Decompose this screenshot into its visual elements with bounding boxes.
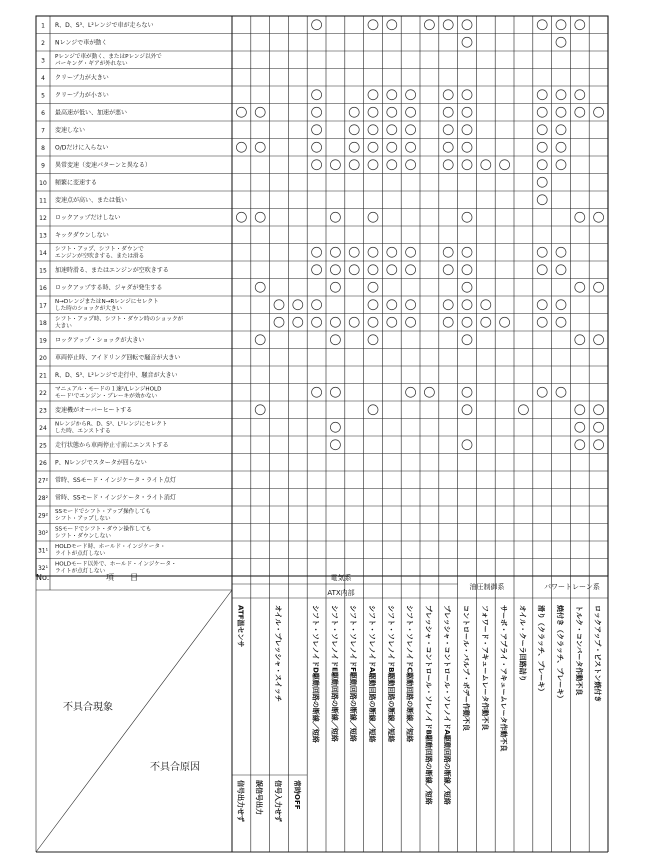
check-mark-circle (594, 440, 604, 450)
check-mark-circle (537, 177, 547, 187)
check-mark-circle (575, 107, 585, 117)
row-description: N→DレンジまたはN→Rレンジにセレクト (55, 299, 159, 305)
check-mark-circle (537, 247, 547, 257)
row-number: 6 (41, 109, 45, 117)
column-header: シフト・ソレノイドB駆動回路の断線／短絡 (386, 605, 395, 743)
check-mark-circle (575, 440, 585, 450)
check-mark-circle (556, 300, 566, 310)
check-mark-circle (594, 212, 604, 222)
check-mark-circle (500, 317, 510, 327)
check-mark-circle (443, 90, 453, 100)
row-number: 3 (41, 57, 45, 65)
column-header: ATF温センサ (236, 605, 245, 648)
check-mark-circle (368, 335, 378, 345)
check-mark-circle (387, 142, 397, 152)
row-description: 異常変速（変速パターンと異なる） (55, 161, 151, 169)
check-mark-circle (368, 107, 378, 117)
row-description: HOLDモード時、ホールド・インジケータ・ (55, 544, 166, 550)
check-mark-circle (556, 107, 566, 117)
row-description: NレンジからR、D、S³、L²レンジにセレクト (55, 421, 168, 428)
check-mark-circle (368, 300, 378, 310)
check-mark-circle (537, 195, 547, 205)
row-number: 1 (41, 22, 45, 30)
table-row (39, 212, 603, 222)
check-mark-circle (274, 317, 284, 327)
column-subheader: 信号出力せず (236, 780, 245, 822)
row-description: 頻繁に変速する (55, 179, 98, 187)
row-description: パーキング・ギアが外れない (55, 61, 128, 67)
check-mark-circle (443, 125, 453, 135)
group-electrical: 電気系 (330, 574, 352, 582)
check-mark-circle (330, 247, 340, 257)
row-description: シフト・ダウンしない (55, 533, 111, 540)
row-number: 23 (39, 407, 47, 415)
row-description: SSモードでシフト・ダウン操作しても (55, 526, 152, 533)
check-mark-circle (537, 300, 547, 310)
check-mark-circle (556, 160, 566, 170)
check-mark-circle (537, 90, 547, 100)
row-number: 20 (39, 354, 47, 362)
row-number: 22 (39, 389, 47, 397)
check-mark-circle (368, 265, 378, 275)
row-description: 変速しない (55, 126, 86, 134)
column-header: オイル・クーラ回路詰り (518, 605, 527, 682)
check-mark-circle (255, 282, 265, 292)
check-mark-circle (481, 300, 491, 310)
row-description: Nレンジで車が動く (55, 39, 108, 47)
row-description: P、Nレンジでスタータが回らない (55, 459, 147, 467)
table-row (41, 142, 566, 152)
table-row (39, 420, 603, 435)
check-mark-circle (312, 387, 322, 397)
row-description: ライトが点灯しない (55, 551, 106, 557)
item-label: 項 目 (106, 573, 138, 582)
check-mark-circle (312, 107, 322, 117)
check-mark-circle (368, 317, 378, 327)
row-number: 9 (41, 162, 45, 170)
check-mark-circle (481, 317, 491, 327)
row-number: 15 (39, 267, 47, 275)
row-description: 変速機がオーバーヒートする (55, 406, 133, 414)
row-number: 24 (39, 424, 47, 432)
row-description: エンジンが空吹きする、または滑る (55, 253, 145, 260)
check-mark-circle (462, 20, 472, 30)
check-mark-circle (443, 142, 453, 152)
check-mark-circle (575, 90, 585, 100)
check-mark-circle (424, 20, 434, 30)
row-description: シフト・アップ時、シフト・ダウン時のショックが (55, 316, 184, 323)
check-mark-circle (406, 247, 416, 257)
row-description: マニュアル・モードの１速²/LレンジHOLD (55, 386, 162, 393)
row-description: 常時、SSモード・インジケータ・ライト点灯 (55, 476, 176, 484)
row-number: 32¹ (37, 564, 49, 572)
check-mark-circle (368, 142, 378, 152)
check-mark-circle (556, 247, 566, 257)
check-mark-circle (236, 142, 246, 152)
row-number: 4 (41, 74, 45, 82)
check-mark-circle (518, 405, 528, 415)
row-description: シフト・アップしない (55, 516, 111, 522)
table-row (39, 385, 566, 400)
check-mark-circle (406, 107, 416, 117)
check-mark-circle (500, 160, 510, 170)
check-mark-circle (594, 422, 604, 432)
column-header: シフト・ソレノイドE駆動回路の断線／短絡 (330, 605, 339, 742)
check-mark-circle (443, 107, 453, 117)
check-mark-circle (537, 20, 547, 30)
row-description: 最高速が低い、加速が悪い (55, 109, 128, 117)
row-number: 28² (37, 494, 49, 502)
check-mark-circle (443, 265, 453, 275)
check-mark-circle (312, 160, 322, 170)
check-mark-circle (556, 90, 566, 100)
phenomenon-label: 不具合現象 (63, 702, 113, 713)
row-description: ライトが点灯しない (55, 568, 106, 575)
check-mark-circle (312, 247, 322, 257)
check-mark-circle (330, 422, 340, 432)
check-mark-circle (537, 142, 547, 152)
check-mark-circle (443, 317, 453, 327)
check-mark-circle (537, 125, 547, 135)
row-number: 11 (39, 197, 47, 205)
row-number: 21 (39, 372, 47, 380)
check-mark-circle (443, 20, 453, 30)
check-mark-circle (349, 107, 359, 117)
check-mark-circle (387, 265, 397, 275)
row-description: 走行状態から車両停止寸前にエンストする (55, 441, 169, 449)
column-header: 滑り（クラッチ、ブレーキ） (537, 605, 546, 696)
row-description: クリープ力が大きい (55, 74, 109, 82)
check-mark-circle (255, 405, 265, 415)
check-mark-circle (406, 160, 416, 170)
table-row (41, 73, 109, 81)
table-header (36, 573, 603, 822)
row-description: シフト・アップ、シフト・ダウンで (55, 246, 144, 253)
row-number: 29² (37, 512, 49, 520)
column-header: シフト・ソレノイドF駆動回路の断線／短絡 (349, 605, 358, 742)
check-mark-circle (556, 37, 566, 47)
group-atx-internal: ATX内部 (327, 589, 355, 597)
check-mark-circle (387, 20, 397, 30)
table-row (39, 371, 177, 379)
check-mark-circle (537, 265, 547, 275)
check-mark-circle (293, 317, 303, 327)
check-mark-circle (274, 300, 284, 310)
check-mark-circle (462, 37, 472, 47)
check-mark-circle (406, 142, 416, 152)
check-mark-circle (330, 317, 340, 327)
check-mark-circle (330, 335, 340, 345)
table-row (39, 458, 147, 466)
check-mark-circle (537, 160, 547, 170)
check-mark-circle (312, 265, 322, 275)
check-mark-circle (330, 387, 340, 397)
row-description: ロックアップ・ショックが大きい (55, 336, 145, 344)
column-header: シフト・ソレノイドC駆動回路の断線／短絡 (405, 605, 414, 743)
table-row (41, 125, 566, 135)
check-mark-circle (575, 282, 585, 292)
check-mark-circle (349, 317, 359, 327)
check-mark-circle (312, 20, 322, 30)
check-mark-circle (594, 282, 604, 292)
check-mark-circle (368, 405, 378, 415)
check-mark-circle (368, 125, 378, 135)
table-row (39, 405, 603, 415)
table-grid (36, 16, 608, 852)
check-mark-circle (406, 300, 416, 310)
check-mark-circle (387, 317, 397, 327)
check-mark-circle (462, 247, 472, 257)
row-description: HOLDモード以外で、ホールド・インジケータ・ (55, 561, 177, 568)
row-description: Pレンジで車が動く、またはPレンジ以外で (55, 54, 162, 60)
row-description: R、D、S³、L²レンジで走行中、騒音が大きい (55, 371, 178, 379)
table-row (41, 90, 585, 100)
table-row (39, 315, 566, 330)
diagonal-divider (36, 590, 232, 852)
check-mark-circle (462, 440, 472, 450)
check-mark-circle (312, 90, 322, 100)
row-number: 5 (41, 92, 45, 100)
row-description: SSモードでシフト・アップ操作しても (55, 509, 151, 515)
column-header: オイル・プレッシャ・スイッチ (274, 605, 282, 702)
check-mark-circle (387, 125, 397, 135)
check-mark-circle (406, 387, 416, 397)
check-mark-circle (349, 247, 359, 257)
check-mark-circle (443, 247, 453, 257)
check-mark-circle (443, 160, 453, 170)
row-description: した時のショックが大きい (55, 306, 123, 312)
table-row (41, 20, 585, 30)
no-label: No. (36, 573, 50, 582)
row-number: 13 (39, 232, 47, 240)
row-description: ロックアップだけしない (55, 214, 121, 222)
check-mark-circle (368, 282, 378, 292)
check-mark-circle (330, 212, 340, 222)
check-mark-circle (462, 160, 472, 170)
row-description: キックダウンしない (55, 231, 109, 239)
check-mark-circle (556, 125, 566, 135)
check-mark-circle (443, 300, 453, 310)
column-header: サーボ・アプライ・アキュームレータ作動不良 (499, 605, 508, 752)
check-mark-circle (312, 125, 322, 135)
column-header: ロックアップ・ピストン焼付き (593, 605, 602, 703)
row-description: 変速点が高い、または低い (55, 196, 128, 204)
row-description: 常時、SSモード・インジケータ・ライト消灯 (55, 494, 176, 502)
check-mark-circle (312, 317, 322, 327)
check-mark-circle (293, 300, 303, 310)
check-mark-circle (594, 335, 604, 345)
table-row (38, 542, 166, 557)
column-headers (236, 605, 602, 822)
check-mark-circle (255, 335, 265, 345)
check-mark-circle (481, 160, 491, 170)
column-subheader: 誤信号出力 (255, 780, 264, 815)
check-mark-circle (462, 405, 472, 415)
row-number: 16 (39, 284, 47, 292)
table-row (39, 440, 603, 450)
check-mark-circle (236, 107, 246, 117)
check-mark-circle (406, 317, 416, 327)
table-row (41, 107, 604, 117)
check-mark-circle (575, 422, 585, 432)
column-subheader: 常時OFF (292, 780, 301, 810)
row-description: クリープ力が小さい (55, 91, 109, 99)
check-mark-circle (406, 265, 416, 275)
check-mark-circle (594, 405, 604, 415)
table-row (39, 245, 566, 260)
column-header: フォワード・アキュームレータ作動不良 (480, 605, 489, 731)
check-mark-circle (556, 317, 566, 327)
table-row (39, 353, 180, 361)
table-row (38, 507, 151, 522)
check-mark-circle (368, 20, 378, 30)
column-header: プレッシャ・コントロール・ソレノイドA駆動回路の断線／短絡 (443, 605, 452, 805)
table-rows (38, 20, 604, 575)
check-mark-circle (424, 387, 434, 397)
check-mark-circle (368, 90, 378, 100)
check-mark-circle (236, 212, 246, 222)
check-mark-circle (255, 142, 265, 152)
group-powertrain: パワートレーン系 (544, 583, 600, 591)
table-row (39, 231, 109, 239)
check-mark-circle (349, 142, 359, 152)
check-mark-circle (387, 160, 397, 170)
check-mark-circle (462, 142, 472, 152)
cause-label: 不具合原因 (150, 762, 200, 773)
check-mark-circle (387, 107, 397, 117)
check-mark-circle (349, 160, 359, 170)
row-number: 17 (39, 302, 47, 310)
column-header: シフト・ソレノイドD駆動回路の断線／短絡 (311, 605, 320, 743)
check-mark-circle (462, 387, 472, 397)
check-mark-circle (537, 387, 547, 397)
table-row (39, 177, 547, 187)
row-description: モード¹でエンジン・ブレーキが効かない (55, 393, 158, 400)
check-mark-circle (406, 90, 416, 100)
row-number: 31¹ (37, 547, 49, 555)
check-mark-circle (462, 265, 472, 275)
column-header: プレッシャ・コントロール・ソレノイドB駆動回路の断線／短絡 (424, 605, 433, 805)
row-description: O/Dだけに入らない (55, 144, 109, 152)
row-number: 19 (39, 337, 47, 345)
table-row (39, 335, 603, 345)
check-mark-circle (462, 90, 472, 100)
check-mark-circle (330, 282, 340, 292)
check-mark-circle (537, 107, 547, 117)
check-mark-circle (462, 107, 472, 117)
table-row (41, 160, 566, 170)
row-description: R、D、S³、L²レンジで車が走らない (55, 21, 154, 29)
check-mark-circle (330, 160, 340, 170)
check-mark-circle (368, 160, 378, 170)
check-mark-circle (330, 440, 340, 450)
table-row (39, 298, 566, 312)
check-mark-circle (462, 317, 472, 327)
row-number: 12 (39, 214, 47, 222)
check-mark-circle (255, 212, 265, 222)
table-row (39, 265, 566, 275)
check-mark-circle (575, 405, 585, 415)
row-number: 18 (39, 319, 47, 327)
column-header: シフト・ソレノイドA駆動回路の断線／短絡 (368, 605, 376, 743)
check-mark-circle (312, 300, 322, 310)
check-mark-circle (330, 265, 340, 275)
table-row (38, 476, 176, 484)
check-mark-circle (462, 282, 472, 292)
column-header: 焼付き（クラッチ、ブレーキ） (556, 605, 564, 703)
check-mark-circle (387, 247, 397, 257)
check-mark-circle (368, 247, 378, 257)
row-description: 加速時滑る、またはエンジンが空吹きする (55, 266, 169, 274)
row-number: 8 (41, 144, 45, 152)
column-header: コントロール・バルブ・ボデー作動不良 (462, 605, 470, 731)
check-mark-circle (556, 387, 566, 397)
check-mark-circle (575, 335, 585, 345)
check-mark-circle (349, 125, 359, 135)
check-mark-circle (575, 20, 585, 30)
table-row (39, 282, 603, 292)
check-mark-circle (387, 300, 397, 310)
table-row (41, 37, 566, 47)
column-header: トルク・コンバータ作動不良 (574, 605, 583, 696)
row-description: 車両停止時、アイドリング回転で騒音が大きい (55, 354, 181, 362)
check-mark-circle (406, 125, 416, 135)
check-mark-circle (312, 142, 322, 152)
check-mark-circle (462, 212, 472, 222)
table-row (39, 195, 547, 205)
group-hydraulic: 油圧制御系 (469, 583, 505, 591)
row-number: 10 (39, 179, 47, 187)
check-mark-circle (349, 265, 359, 275)
column-subheader: 信号入力せず (274, 780, 282, 822)
check-mark-circle (387, 90, 397, 100)
check-mark-circle (556, 142, 566, 152)
check-mark-circle (594, 107, 604, 117)
check-mark-circle (255, 107, 265, 117)
row-number: 30² (37, 529, 49, 537)
row-number: 26 (39, 459, 47, 467)
check-mark-circle (556, 265, 566, 275)
row-number: 27² (37, 477, 49, 485)
check-mark-circle (368, 212, 378, 222)
table-row (41, 52, 162, 67)
row-number: 14 (39, 249, 47, 257)
table-row (38, 493, 176, 501)
row-description: ロックアップする時、ジャダが発生する (55, 284, 163, 292)
row-number: 25 (39, 442, 47, 450)
row-number: 7 (41, 127, 45, 135)
table-row (38, 525, 151, 540)
check-mark-circle (537, 317, 547, 327)
check-mark-circle (556, 20, 566, 30)
row-number: 2 (41, 39, 45, 47)
check-mark-circle (575, 212, 585, 222)
row-description: した時、エンストする (55, 428, 111, 435)
check-mark-circle (462, 125, 472, 135)
check-mark-circle (462, 300, 472, 310)
row-description: 大きい (55, 323, 72, 330)
check-mark-circle (462, 335, 472, 345)
